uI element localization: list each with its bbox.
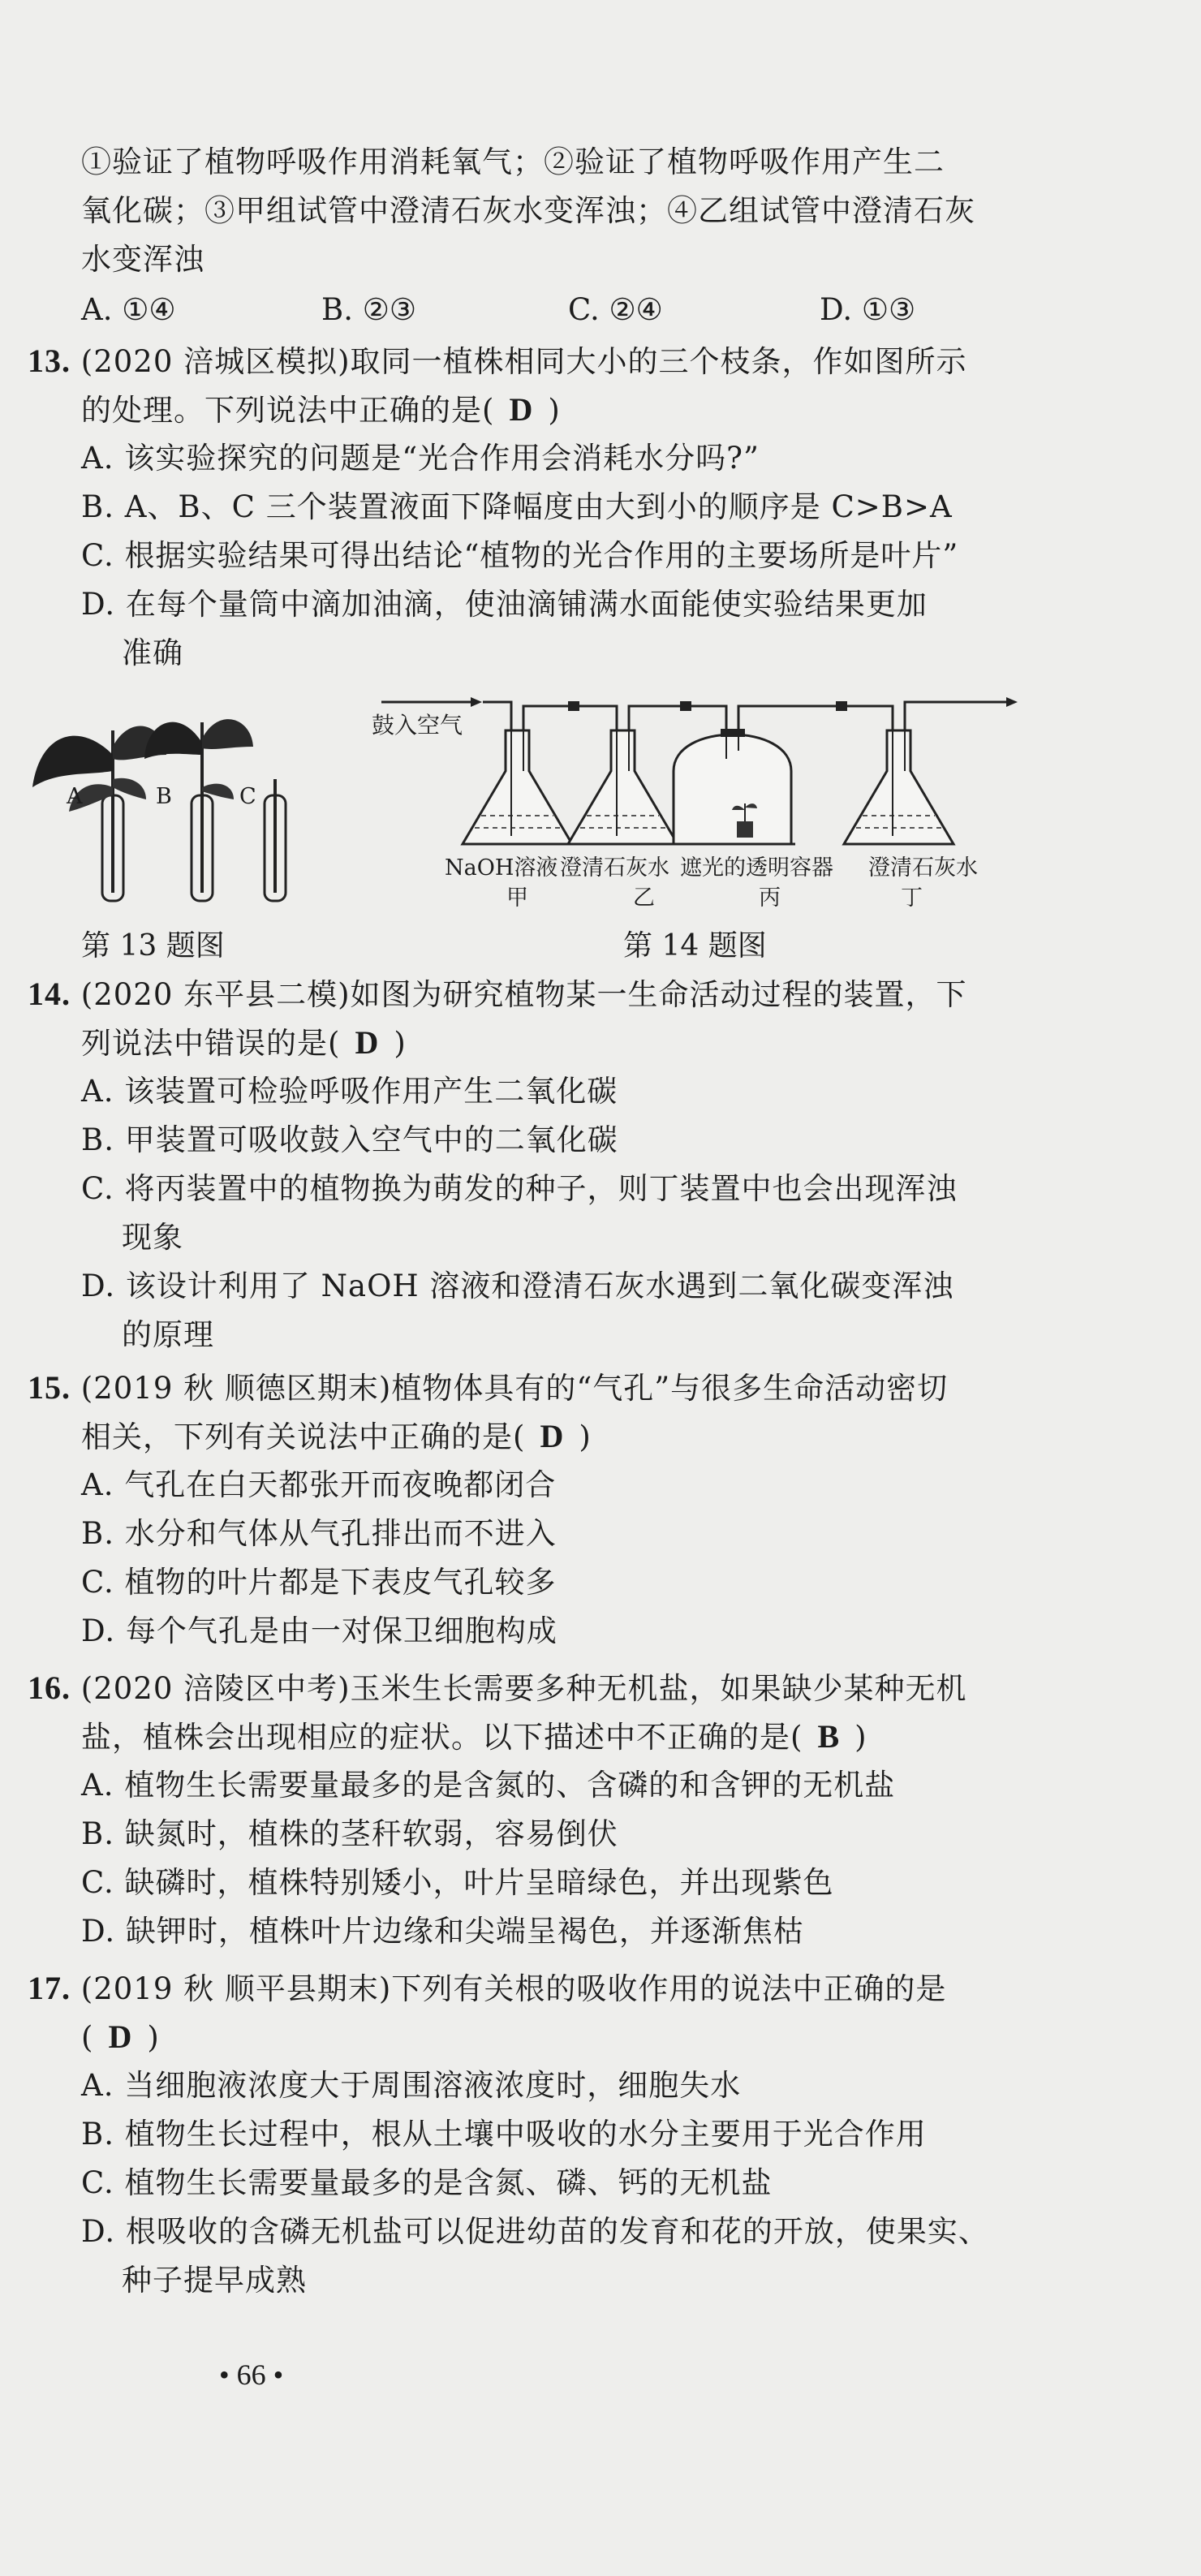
fig14-name-jia: 甲 [506,885,528,911]
q13-answer: D [509,391,534,428]
q16-stem-text-2: 盐，植株会出现相应的症状。以下描述中不正确的是( [81,1720,803,1755]
fig14-caption: 第 14 题图 [623,929,767,963]
q14-number: 14. [28,976,71,1012]
q17-option-c: C. 植物生长需要量最多的是含氮、磷、钙的无机盐 [81,2165,773,2200]
q16-stem-line-2 [81,1717,867,1758]
q15-close-paren: ) [579,1419,592,1454]
fig14-name-yi: 乙 [633,885,655,911]
q16-option-d: D. 缺钾时，植株叶片边缘和尖端呈褐色，并逐渐焦枯 [81,1914,804,1949]
q12-option-c: C. ②④ [568,292,663,327]
q13-option-d-line-2: 准确 [122,635,183,670]
q13-number: 13. [28,342,71,379]
q13-stem-text: (2020 涪城区模拟)取同一植株相同大小的三个枝条，作如图所示 [80,344,967,379]
q12-option-d: D. ①③ [820,292,916,327]
q17-option-d-line-2: 种子提早成熟 [122,2263,307,2298]
q13-stem-text-2: 的处理。下列说法中正确的是( [81,393,495,428]
q16-number: 16. [28,1669,71,1706]
fig13-label-c: C [239,784,256,809]
q17-option-a: A. 当细胞液浓度大于周围溶液浓度时，细胞失水 [81,2068,742,2103]
q14-stem-text-2: 列说法中错误的是( [81,1026,341,1061]
q15-option-a: A. 气孔在白天都张开而夜晚都闭合 [81,1467,557,1502]
q17-close-paren: ) [147,2020,160,2055]
q16-stem-text: (2020 涪陵区中考)玉米生长需要多种无机盐，如果缺少某种无机 [80,1671,967,1706]
q16-close-paren: ) [854,1720,867,1755]
q14-option-d-line-1: D. 该设计利用了 NaOH 溶液和澄清石灰水遇到二氧化碳变浑浊 [81,1269,954,1303]
q12-statement-line-1: ①验证了植物呼吸作用消耗氧气；②验证了植物呼吸作用产生二 [81,144,945,179]
q15-stem-line-2 [81,1416,592,1458]
q17-stem-line-2 [81,2017,160,2058]
q17-number: 17. [28,1970,71,2006]
q14-answer: D [355,1024,380,1061]
q15-stem-text: (2019 秋 顺德区期末)植物体具有的“气孔”与很多生命活动密切 [80,1371,949,1406]
fig13-label-a: A [67,784,83,809]
q17-option-b: B. 植物生长过程中，根从土壤中吸收的水分主要用于光合作用 [81,2117,927,2152]
q12-option-b: B. ②③ [321,292,417,327]
fig14-label-limewater-1: 澄清石灰水 [560,855,669,881]
q17-option-d-line-1: D. 根吸收的含磷无机盐可以促进幼苗的发育和花的开放，使果实、 [81,2214,989,2249]
q14-stem-text: (2020 东平县二模)如图为研究植物某一生命活动过程的装置，下 [80,977,967,1012]
q13-option-a: A. 该实验探究的问题是“光合作用会消耗水分吗?” [81,441,760,476]
q15-number: 15. [28,1369,71,1406]
q17-stem-line-1 [28,1968,946,2010]
plant-c [265,779,286,901]
q15-answer: D [540,1418,565,1454]
q13-option-b: B. A、B、C 三个装置液面下降幅度由大到小的顺序是 C>B>A [81,489,953,524]
fig14-label-shaded-container: 遮光的透明容器 [680,855,833,881]
q13-close-paren: ) [548,393,561,428]
q14-option-b: B. 甲装置可吸收鼓入空气中的二氧化碳 [81,1122,618,1157]
fig13-caption: 第 13 题图 [81,929,225,963]
q14-option-c-line-1: C. 将丙装置中的植物换为萌发的种子，则丁装置中也会出现浑浊 [81,1171,958,1206]
flask-ding [844,730,953,844]
fig14-label-limewater-2: 澄清石灰水 [868,855,978,881]
fig14-air-label: 鼓入空气 [372,712,463,739]
q13-stem-line-1 [28,341,967,382]
q14-stem-line-2 [81,1023,407,1064]
figure-14-apparatus [349,682,1039,868]
q14-option-c-line-2: 现象 [122,1220,183,1255]
q14-option-a: A. 该装置可检验呼吸作用产生二氧化碳 [81,1074,618,1109]
fig14-label-naoh: NaOH溶液 [445,855,558,881]
q13-option-c: C. 根据实验结果可得出结论“植物的光合作用的主要场所是叶片” [81,538,959,573]
q14-close-paren: ) [394,1026,407,1061]
q12-statement-line-3: 水变浑浊 [81,242,204,277]
fig14-name-bing: 丙 [759,885,781,911]
q15-stem-text-2: 相关，下列有关说法中正确的是( [81,1419,526,1454]
q15-stem-line-1 [28,1368,948,1409]
q16-option-a: A. 植物生长需要量最多的是含氮的、含磷的和含钾的无机盐 [81,1768,896,1803]
q15-option-b: B. 水分和气体从气孔排出而不进入 [81,1516,557,1551]
q13-stem-line-2 [81,390,561,431]
q15-option-d: D. 每个气孔是由一对保卫细胞构成 [81,1613,557,1648]
plant-b [144,719,253,901]
q17-answer: D [108,2018,133,2055]
q17-stem-text: (2019 秋 顺平县期末)下列有关根的吸收作用的说法中正确的是 [80,1971,947,2006]
fig14-name-ding: 丁 [901,885,923,911]
q17-open-paren: ( [81,2020,94,2055]
q16-answer: B [817,1718,841,1755]
q13-option-d-line-1: D. 在每个量筒中滴加油滴，使油滴铺满水面能使实验结果更加 [81,587,928,622]
q14-option-d-line-2: 的原理 [122,1317,214,1352]
page-number: • 66 • [219,2358,284,2391]
fig13-label-b: B [156,784,172,809]
q12-statement-line-2: 氧化碳；③甲组试管中澄清石灰水变浑浊；④乙组试管中澄清石灰 [81,193,975,228]
q16-stem-line-1 [28,1668,967,1709]
q16-option-b: B. 缺氮时，植株的茎秆软弱，容易倒伏 [81,1816,618,1851]
flask-jia [463,730,572,844]
flask-yi [568,730,678,844]
q15-option-c: C. 植物的叶片都是下表皮气孔较多 [81,1565,557,1600]
bell-jar-bing [669,729,795,844]
q16-option-c: C. 缺磷时，植株特别矮小，叶片呈暗绿色，并出现紫色 [81,1865,834,1900]
q14-stem-line-1 [28,974,967,1015]
q12-option-a: A. ①④ [81,292,176,327]
